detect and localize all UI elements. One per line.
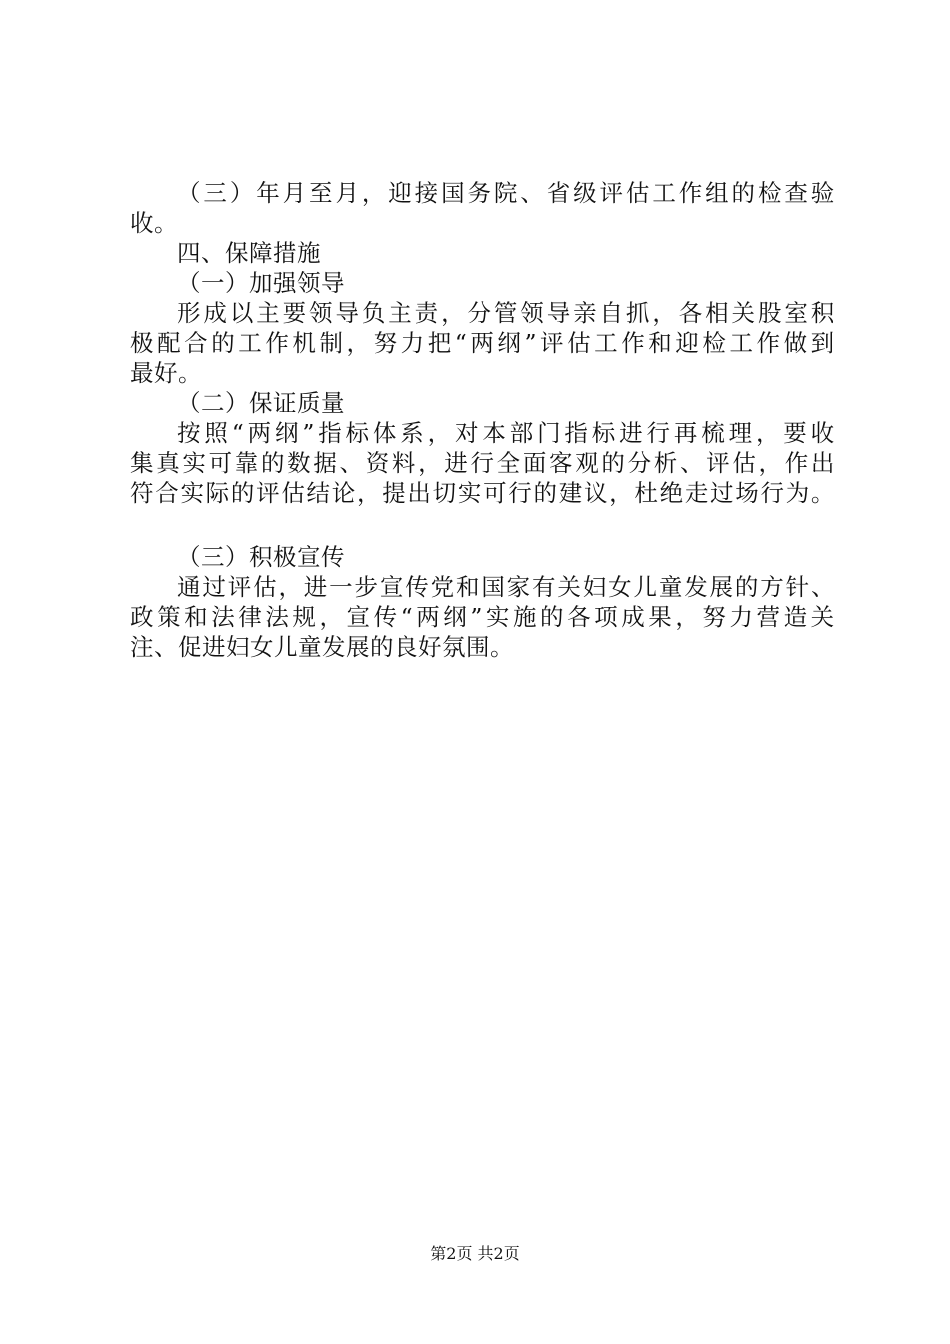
section-heading: 四、保障措施	[177, 239, 321, 267]
paragraph-line: 形 成 以 主 要 领 导 负 主 责 ， 分 管 领 导 亲 自 抓 ， 各 相 关 股 室 积	[177, 299, 835, 327]
paragraph-line: 集 真 实 可 靠 的 数 据 、 资 料 ， 进 行 全 面 客 观 的 分 析 、 评 估 ， 作 出	[130, 449, 835, 477]
paragraph-line: 最好。	[130, 359, 202, 387]
subsection-heading: （二）保证质量	[177, 389, 345, 417]
paragraph-line: （ 三 ） 年 月 至 月 ， 迎 接 国 务 院 、 省 级 评 估 工 作 组 的 检 查 验	[177, 179, 835, 207]
paragraph-line: 注、促进妇女儿童发展的良好氛围。	[130, 633, 514, 661]
paragraph-line: 符 合 实 际 的 评 估 结 论 ， 提 出 切 实 可 行 的 建 议 ， 杜 绝 走 过 场 行 为 。	[130, 479, 835, 507]
subsection-heading: （一）加强领导	[177, 269, 345, 297]
paragraph-line: 按 照 “ 两 纲 ” 指 标 体 系 ， 对 本 部 门 指 标 进 行 再 梳 理 ， 要 收	[177, 419, 835, 447]
spacer	[130, 508, 835, 542]
page-footer: 第2页 共2页	[430, 1244, 520, 1263]
paragraph-line: 极 配 合 的 工 作 机 制 ， 努 力 把 “ 两 纲 ” 评 估 工 作 和 迎 检 工 作 做 到	[130, 329, 835, 357]
paragraph-line: 收。	[130, 209, 178, 237]
paragraph-line: 政 策 和 法 律 法 规 ， 宣 传 “ 两 纲 ” 实 施 的 各 项 成 果 ， 努 力 营 造 关	[130, 603, 835, 631]
document-body	[130, 178, 835, 662]
subsection-heading: （三）积极宣传	[177, 543, 345, 571]
paragraph-line: 通 过 评 估 ， 进 一 步 宣 传 党 和 国 家 有 关 妇 女 儿 童 发 展 的 方 针 、	[177, 573, 835, 601]
